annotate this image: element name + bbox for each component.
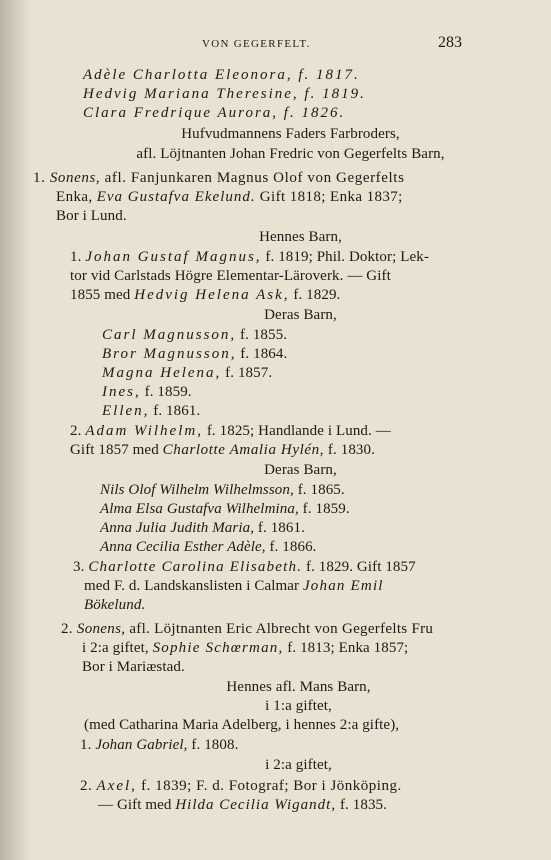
italic-name: Johan Gabriel, <box>95 737 188 753</box>
text-line: Bor i Lund. <box>56 208 127 224</box>
entry-number: 1. <box>80 737 96 753</box>
entry-number: 1. <box>33 170 50 186</box>
italic-name: Sophie Schœrman, <box>152 640 284 656</box>
text-run: f. 1829. <box>289 287 341 303</box>
child-name: Hedvig Mariana Theresine, f. 1819. <box>83 86 366 102</box>
entry-number: 3. <box>73 559 89 575</box>
child-name: Magna Helena, <box>102 365 222 381</box>
text-run: f. 1857. <box>221 365 273 381</box>
running-head: VON GEGERFELT. <box>202 38 311 50</box>
italic-name: Sonens, <box>76 621 126 637</box>
text-run: f. 1866. <box>265 539 317 555</box>
text-run: f. 1808. <box>187 737 239 753</box>
text-line <box>100 481 551 499</box>
child-name: Adèle Charlotta Eleonora, f. 1817. <box>83 67 360 83</box>
section-heading: Hennes Barn, <box>259 229 342 245</box>
text-run: Gift 1818; Enka 1837; <box>255 189 403 205</box>
text-run: 1855 med <box>70 287 135 303</box>
book-page <box>30 0 551 860</box>
text-run: f. 1813; Enka 1857; <box>283 640 409 656</box>
child-name: Anna Julia Judith Maria, <box>100 520 255 536</box>
text-line <box>100 500 551 518</box>
child-name: Anna Cecilia Esther Adèle, <box>100 539 266 555</box>
section-heading: i 1:a giftet, <box>265 698 332 714</box>
child-name: Alma Elsa Gustafva Wilhelmina, <box>100 501 299 517</box>
italic-name: Charlotte Amalia Hylén, <box>162 442 325 458</box>
text-line <box>61 620 551 638</box>
entry-number: 1. <box>70 249 86 265</box>
text-line <box>83 66 360 84</box>
italic-name: Axel, <box>96 778 137 794</box>
text-line <box>80 736 551 754</box>
child-name: Carl Magnusson, <box>102 327 237 343</box>
text-run: f. 1864. <box>236 346 288 362</box>
text-line <box>102 345 551 363</box>
child-name: Nils Olof Wilhelm Wilhelmsson, <box>100 482 294 498</box>
child-name: Clara Fredrique Aurora, f. 1826. <box>83 105 346 121</box>
page-number: 283 <box>438 34 462 51</box>
text-run: med F. d. Landskanslisten i Calmar <box>84 578 303 594</box>
text-line <box>83 85 366 103</box>
italic-name: Hedvig Helena Ask, <box>134 287 290 303</box>
section-heading: Hufvudmannens Faders Farbroders, <box>181 126 400 142</box>
page-gutter-shadow <box>0 0 30 860</box>
text-line <box>100 538 551 556</box>
text-line <box>102 402 551 420</box>
child-name: Ines, <box>102 384 141 400</box>
italic-name: Johan Emil <box>302 578 384 594</box>
text-line <box>102 326 551 344</box>
text-line <box>70 441 551 459</box>
entry-number: 2. <box>80 778 97 794</box>
text-line <box>80 777 551 795</box>
text-run: f. 1825; Handlande i Lund. — <box>202 423 391 439</box>
italic-name: Adam Wilhelm, <box>85 423 203 439</box>
section-heading: afl. Löjtnanten Johan Fredric von Gegerfelts Barn, <box>136 146 445 162</box>
section-heading: Hennes afl. Mans Barn, <box>226 679 371 695</box>
section-heading: i 2:a giftet, <box>265 757 332 773</box>
section-heading: Deras Barn, <box>264 462 337 478</box>
section-heading: Deras Barn, <box>264 307 337 323</box>
text-run: f. 1859. <box>298 501 350 517</box>
text-line <box>70 248 551 266</box>
text-line <box>98 796 551 814</box>
italic-name: Eva Gustafva Ekelund. <box>96 189 256 205</box>
entry-number: 2. <box>61 621 77 637</box>
text-run: f. 1859. <box>140 384 192 400</box>
text-line <box>70 286 551 304</box>
text-run: — Gift med <box>98 797 176 813</box>
text-run: f. 1835. <box>336 797 387 813</box>
text-run: f. 1830. <box>324 442 375 458</box>
text-line <box>70 422 551 440</box>
text-run: i 2:a giftet, <box>82 640 153 656</box>
text-run: f. 1861. <box>149 403 201 419</box>
text-line: (med Catharina Maria Adelberg, i hennes 2:a gifte), <box>84 717 400 733</box>
child-name: Ellen, <box>102 403 150 419</box>
italic-name: Charlotte Carolina Elisabeth. <box>88 559 303 575</box>
text-line <box>84 577 551 595</box>
italic-name: Hilda Cecilia Wigandt, <box>175 797 337 813</box>
text-run: afl. Fanjunkaren Magnus Olof von Gegerfelts <box>100 170 405 186</box>
italic-name: Johan Gustaf Magnus, <box>85 249 262 265</box>
text-line <box>84 596 551 614</box>
text-run: Enka, <box>56 189 97 205</box>
child-name: Bror Magnusson, <box>102 346 237 362</box>
text-line <box>83 104 345 122</box>
entry-number: 2. <box>70 423 86 439</box>
text-run: f. 1829. Gift 1857 <box>302 559 416 575</box>
italic-name: Bökelund. <box>84 597 146 613</box>
text-run: f. 1855. <box>236 327 288 343</box>
text-line <box>82 639 551 657</box>
text-line <box>73 558 551 576</box>
text-line: tor vid Carlstads Högre Elementar-Läroverk. — Gift <box>70 268 391 284</box>
text-run: f. 1865. <box>293 482 345 498</box>
text-run: f. 1839; F. d. Fotograf; Bor i Jönköping. <box>136 778 402 794</box>
text-line <box>33 169 485 187</box>
text-line <box>100 519 551 537</box>
text-run: f. 1819; Phil. Doktor; Lek- <box>261 249 429 265</box>
italic-name: Sonens, <box>49 170 101 186</box>
text-run: afl. Löjtnanten Eric Albrecht von Gegerfelts Fru <box>125 621 434 637</box>
text-run: f. 1861. <box>254 520 305 536</box>
text-line <box>102 383 551 401</box>
text-run: Gift 1857 med <box>70 442 163 458</box>
text-line <box>56 188 486 206</box>
text-line: Bor i Mariæstad. <box>82 659 185 675</box>
text-line <box>102 364 551 382</box>
